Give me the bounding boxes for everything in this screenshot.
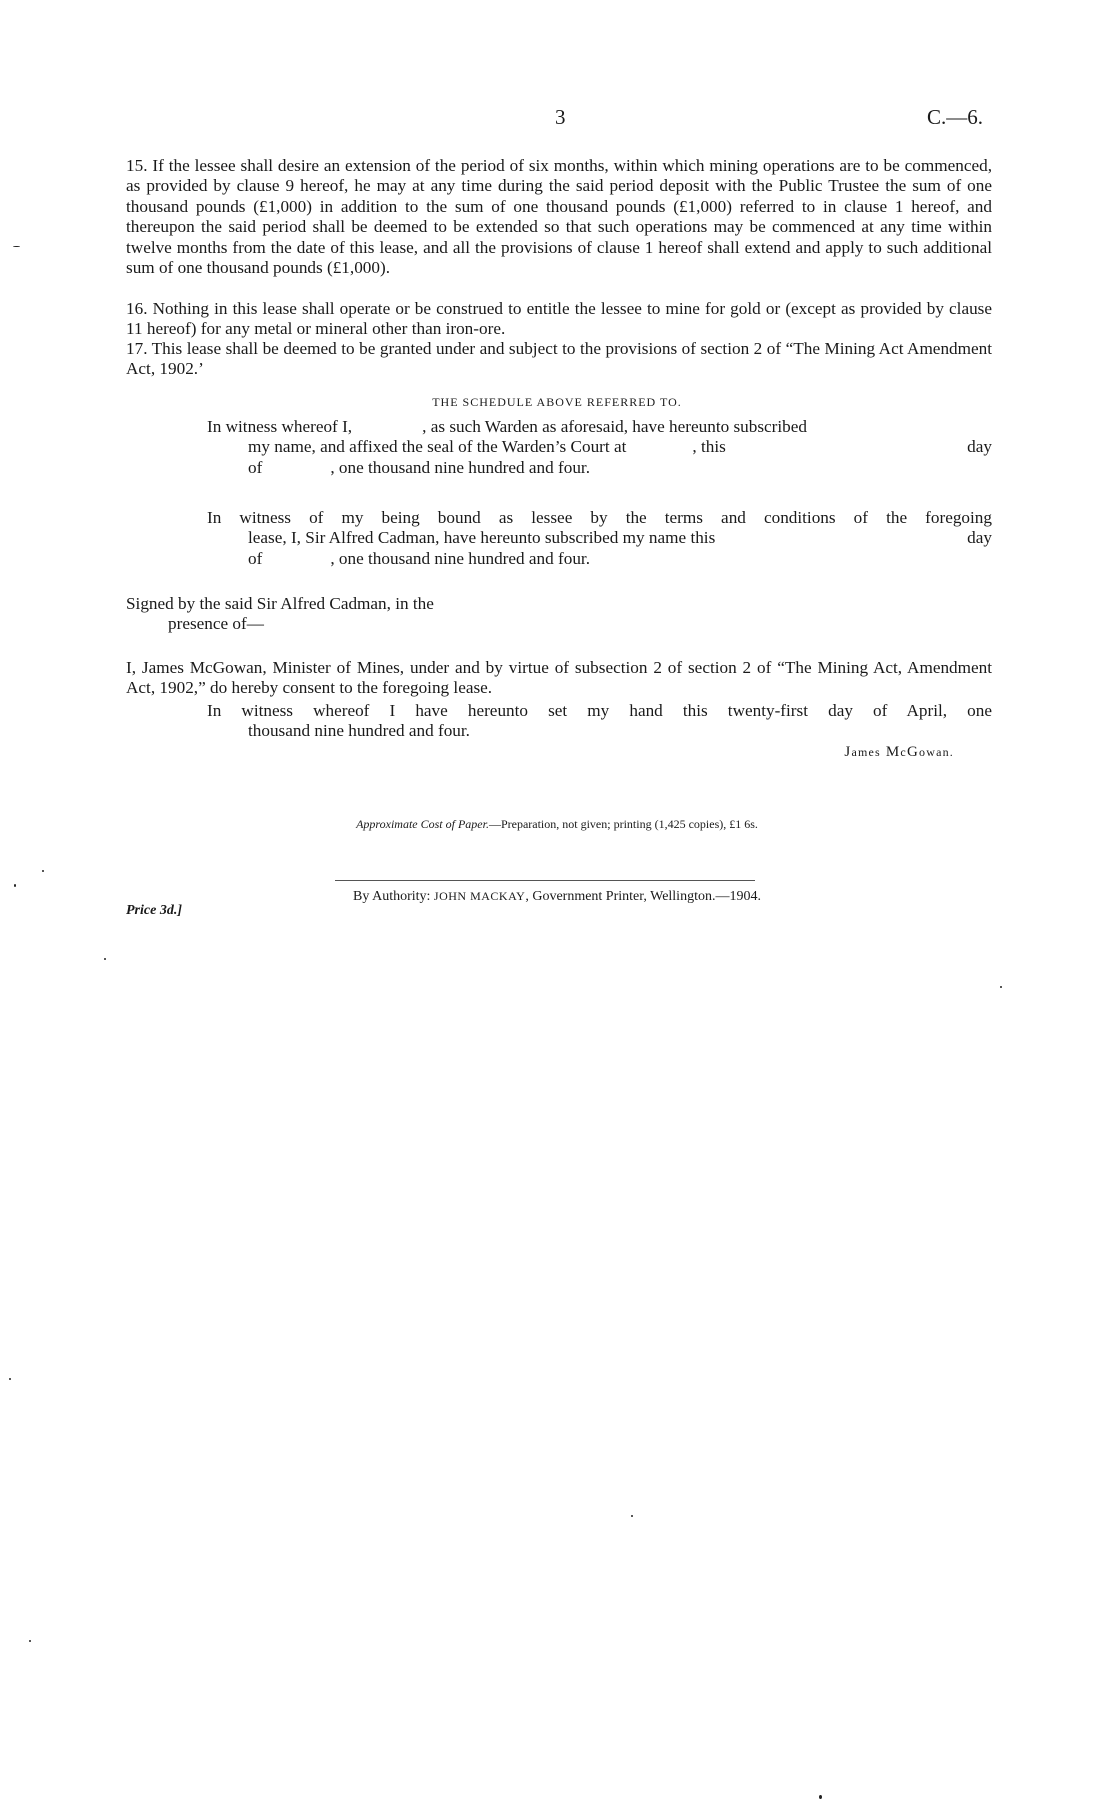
scan-speck (631, 1515, 633, 1517)
presence-of-line: presence of— (168, 614, 264, 633)
footer-rule (335, 880, 755, 881)
minister-witness-clause (207, 701, 992, 742)
warden-witness-line-1 (207, 417, 992, 437)
warden-witness-text: , as such Warden as aforesaid, have hereunto subscribed (422, 417, 807, 436)
authority-suffix: , Government Printer, Wellington.—1904. (525, 889, 761, 904)
signature-part: M (885, 744, 901, 760)
signature-part: c (900, 745, 907, 759)
clause-15: 15. If the lessee shall desire an extension of the period of six months, within which mining operations are to be commenced, as provided by clause 9 hereof, he may at any time during the said period deposit with the Public Trustee the sum of one thousand pounds (£1,000) in addition to the sum of one thousand pounds (£1,000) referred to in clause 1 hereof, and thereupon the said period shall be deemed to be extended so that such operations may be commenced at any time within twelve months from the date of this lease, and all the provisions of clause 1 hereof shall extend and apply to such additional sum of one thousand pounds (£1,000). (126, 156, 992, 278)
blank-space (262, 549, 330, 569)
warden-witness-text: , one thousand nine hundred and four. (330, 457, 590, 477)
approximate-cost-note (0, 817, 1114, 832)
lessee-witness-line-3 (207, 549, 992, 569)
price-label: Price 3d.] (126, 903, 182, 918)
signature-part: G (906, 744, 919, 760)
warden-witness-text: of (248, 457, 263, 477)
printer-name: JOHN MACKAY (433, 889, 526, 903)
blank-space (726, 437, 967, 457)
schedule-heading: THE SCHEDULE ABOVE REFERRED TO. (432, 395, 682, 409)
lessee-witness-text: lease, I, Sir Alfred Cadman, have hereunto subscribed my name this (248, 528, 716, 548)
minister-signature (844, 744, 954, 761)
signature-part: owan. (919, 745, 954, 759)
minister-witness-line-2: thousand nine hundred and four. (248, 721, 470, 741)
signature-part: ames (851, 745, 881, 759)
lessee-witness-line-1 (207, 508, 992, 528)
warden-witness-line-3 (207, 458, 992, 478)
signed-by-line: Signed by the said Sir Alfred Cadman, in the (126, 594, 434, 613)
cost-label: Approximate Cost of Paper. (356, 817, 489, 831)
scan-speck (104, 958, 106, 960)
warden-witness-text: , this (692, 437, 726, 457)
minister-consent: I, James McGowan, Minister of Mines, under and by virtue of subsection 2 of section 2 of “The Mining Act, Amendment Act, 1902,” do hereby consent to the foregoing lease. (126, 658, 992, 698)
page-number: 3 (555, 105, 566, 129)
warden-witness-line-2 (207, 437, 992, 457)
lessee-witness-text: of (248, 548, 263, 568)
clause-16: 16. Nothing in this lease shall operate or be construed to entitle the lessee to mine for gold or (except as provided by clause 11 hereof) for any metal or mineral other than iron-ore. (126, 299, 992, 339)
document-code: C.—6. (927, 105, 984, 129)
warden-witness-text: day (967, 437, 992, 457)
blank-space (626, 437, 692, 457)
signature-part: J (844, 744, 852, 760)
lessee-witness-line-2 (207, 528, 992, 548)
scan-speck (819, 1795, 822, 1799)
warden-witness-clause (207, 417, 992, 478)
scan-speck (13, 246, 20, 247)
scan-speck (29, 1640, 31, 1642)
warden-witness-text: In witness whereof I, (207, 417, 353, 436)
scan-speck (42, 870, 44, 872)
lessee-witness-text: day (967, 528, 992, 548)
minister-witness-line-1: In witness whereof I have hereunto set my hand this twenty-first day of April, one (207, 701, 992, 720)
blank-space (352, 417, 422, 437)
lessee-witness-text: , one thousand nine hundred and four. (330, 548, 590, 568)
clause-17: 17. This lease shall be deemed to be granted under and subject to the provisions of section 2 of “The Mining Act Amendment Act, 1902.’ (126, 339, 992, 379)
scan-speck (1000, 986, 1002, 988)
cost-text: —Preparation, not given; printing (1,425 copies), £1 6s. (488, 817, 758, 831)
scan-speck (14, 884, 16, 887)
lessee-witness-clause (207, 508, 992, 569)
authority-prefix: By Authority: (353, 889, 434, 904)
warden-witness-text: my name, and affixed the seal of the Warden’s Court at (248, 437, 627, 457)
scan-speck (9, 1378, 11, 1380)
blank-space (715, 528, 967, 548)
blank-space (262, 458, 330, 478)
lessee-witness-text: In witness of my being bound as lessee by the terms and conditions of the foregoing (207, 508, 992, 527)
